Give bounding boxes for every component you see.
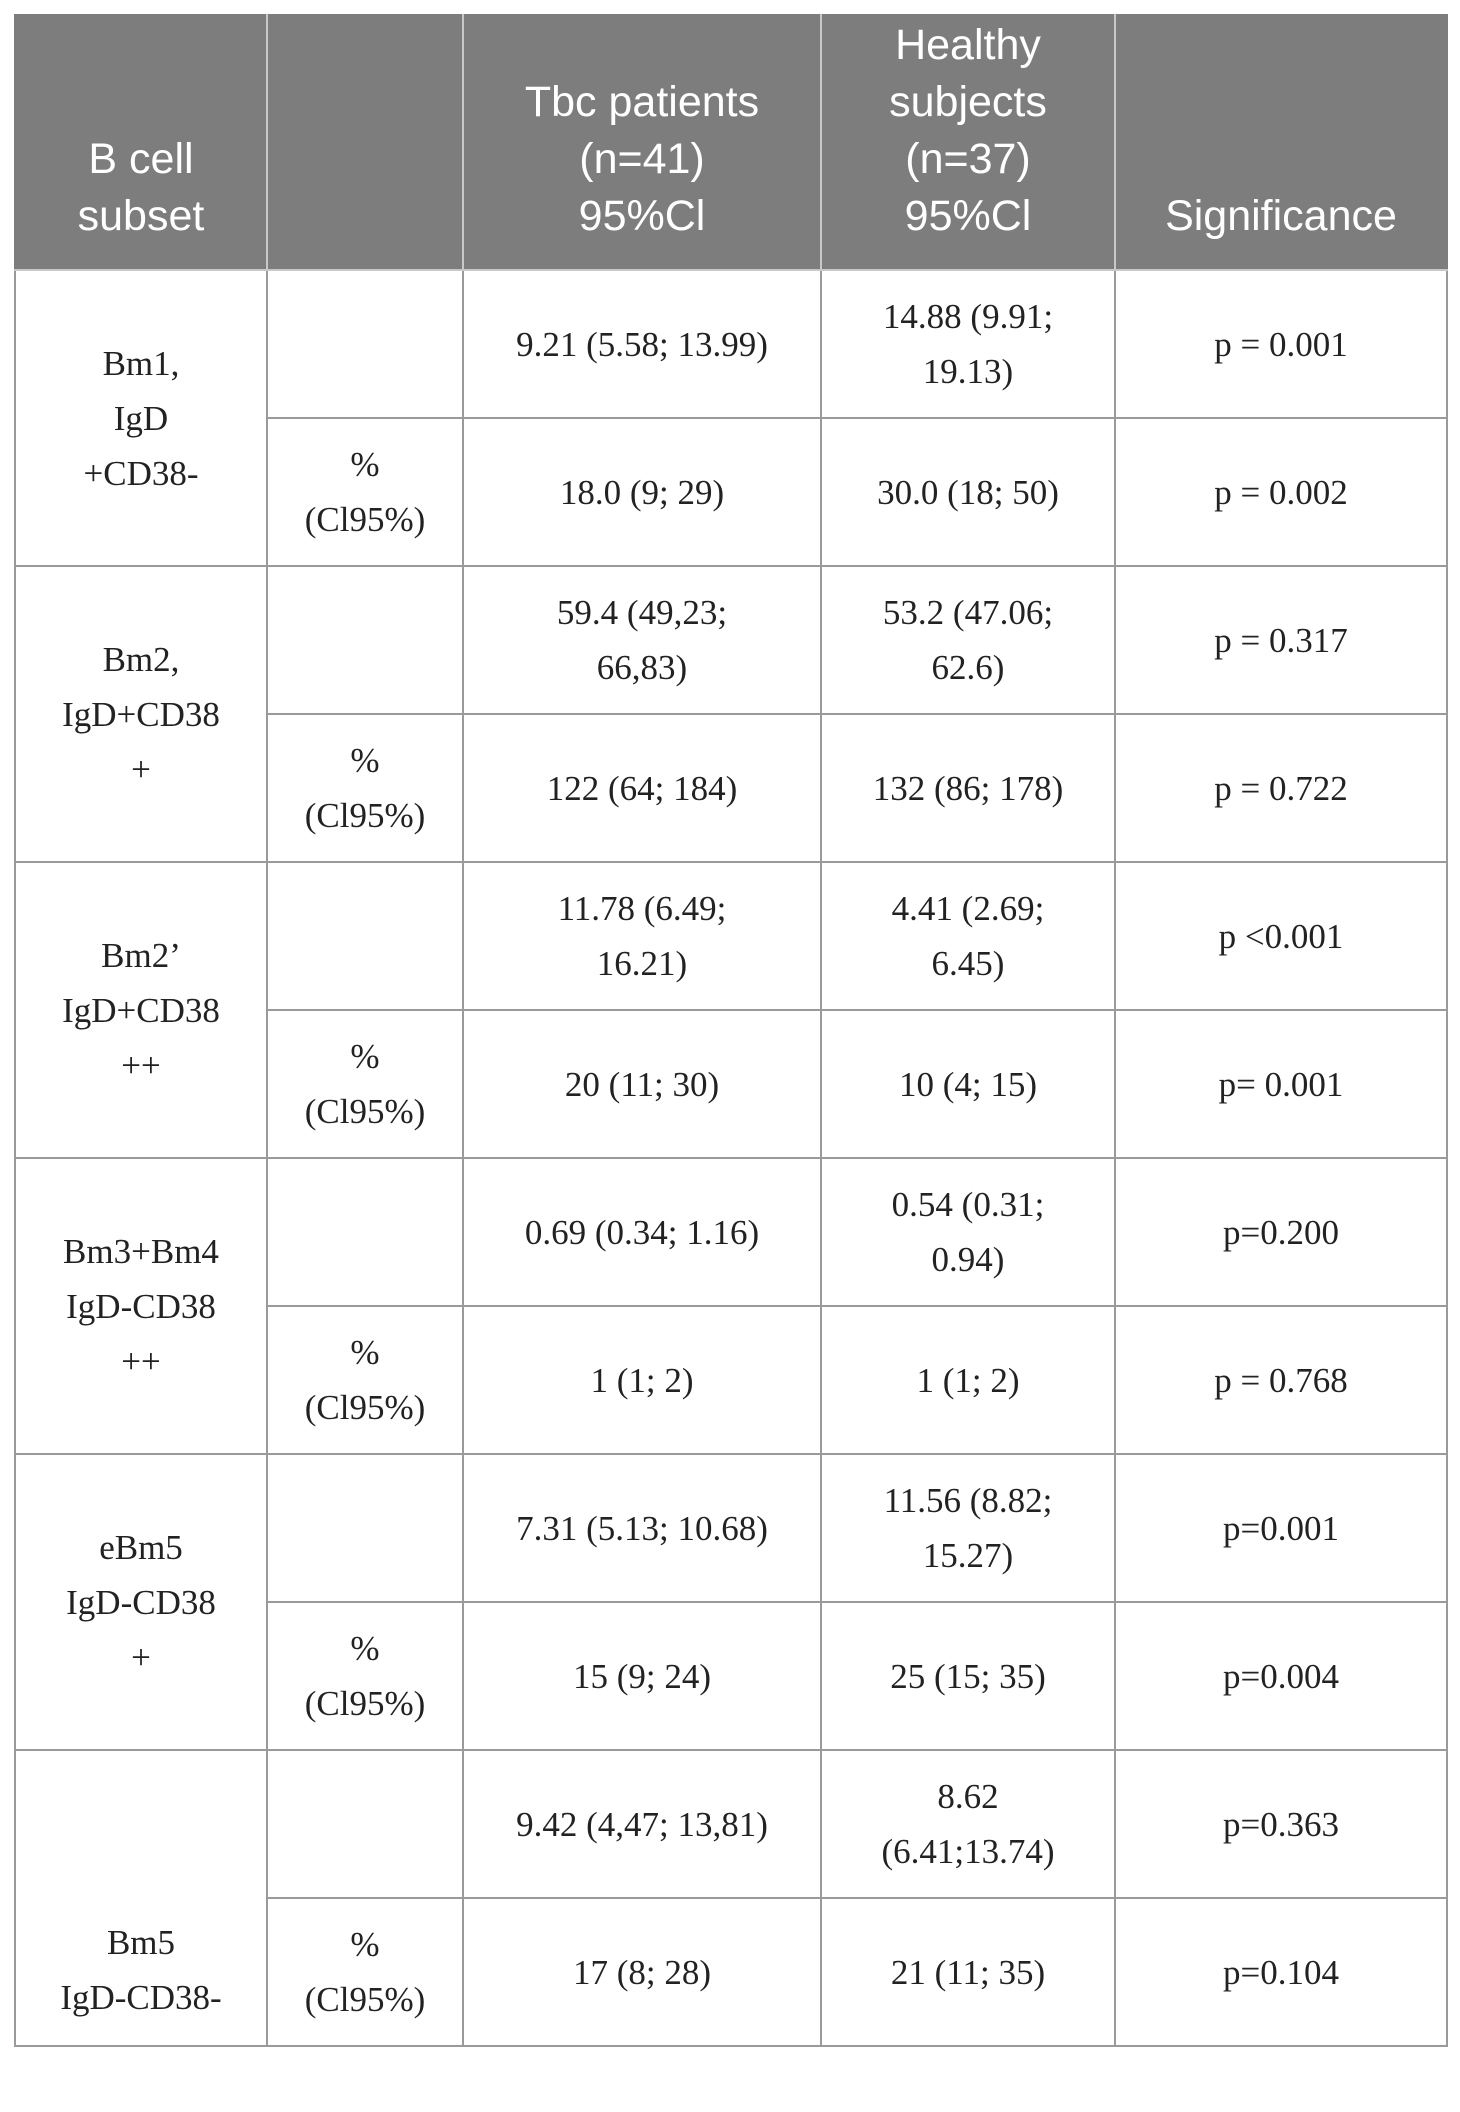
cell-unit (267, 1010, 463, 1158)
header-significance (1115, 15, 1447, 270)
cell-healthy-subjects (821, 1750, 1115, 1898)
cell-tbc-patients (463, 1602, 821, 1750)
healthy-value-line: 1 (1; 2) (916, 1360, 1020, 1400)
subset-text-line: IgD+CD38 (62, 990, 220, 1030)
cell-tbc-patients (463, 1158, 821, 1306)
subset-text-line: +CD38- (83, 453, 199, 493)
cell-tbc-patients (463, 714, 821, 862)
cell-significance: p=0.001 (1115, 1454, 1447, 1602)
header-tbc-patients (463, 15, 821, 270)
cell-significance: p= 0.001 (1115, 1010, 1447, 1158)
tbc-value-line: 59.4 (49,23; (556, 593, 728, 632)
cell-healthy-subjects (821, 1602, 1115, 1750)
cell-unit (267, 714, 463, 862)
tbc-value-line: 16.21) (596, 944, 688, 983)
cell-unit (267, 1306, 463, 1454)
cell-unit (267, 862, 463, 1010)
cell-healthy-subjects (821, 1158, 1115, 1306)
cell-significance: p = 0.002 (1115, 418, 1447, 566)
cell-tbc-patients (463, 1750, 821, 1898)
subset-text-line: Bm1, (102, 343, 180, 383)
healthy-value-line: 19.13) (922, 352, 1014, 391)
cell-tbc-patients (463, 1306, 821, 1454)
cell-tbc-patients (463, 418, 821, 566)
tbc-value-line: 11.78 (6.49; (557, 889, 727, 928)
healthy-value-line: 15.27) (922, 1536, 1014, 1575)
cell-healthy-subjects (821, 862, 1115, 1010)
cell-healthy-subjects (821, 1898, 1115, 2046)
tbc-value-line: 9.21 (5.58; 13.99) (516, 324, 768, 364)
healthy-value-line: 132 (86; 178) (872, 768, 1064, 808)
tbc-value-line: 122 (64; 184) (546, 768, 738, 808)
cell-healthy-subjects (821, 714, 1115, 862)
cell-significance: p = 0.001 (1115, 270, 1447, 418)
subset-text-line: IgD+CD38 (62, 694, 220, 734)
cell-unit (267, 566, 463, 714)
subset-text-line: ++ (121, 1341, 161, 1381)
cell-b-cell-subset (15, 270, 267, 566)
cell-b-cell-subset (15, 1454, 267, 1750)
cell-tbc-patients (463, 1454, 821, 1602)
subset-text-line: Bm3+Bm4 (63, 1231, 219, 1271)
tbc-value-line: 20 (11; 30) (564, 1064, 720, 1104)
subset-text-line: Bm5 (106, 1923, 176, 1962)
healthy-value-line: (6.41;13.74) (881, 1832, 1055, 1871)
healthy-value-line: 0.54 (0.31; (891, 1185, 1045, 1224)
tbc-value-line: 0.69 (0.34; 1.16) (524, 1212, 760, 1252)
unit-text-line: (Cl95%) (304, 1092, 426, 1131)
unit-text-line: (Cl95%) (304, 1980, 426, 2019)
healthy-value-line: 6.45) (931, 944, 1005, 983)
cell-healthy-subjects (821, 270, 1115, 418)
subset-text-line: + (131, 749, 151, 789)
unit-text-line: (Cl95%) (304, 500, 426, 539)
cell-healthy-subjects (821, 1010, 1115, 1158)
cell-significance: p=0.104 (1115, 1898, 1447, 2046)
healthy-value-line: 8.62 (937, 1777, 999, 1816)
subset-text-line: + (131, 1637, 151, 1677)
subset-text-line: IgD-CD38 (66, 1286, 216, 1326)
tbc-value-line: 18.0 (9; 29) (559, 472, 725, 512)
unit-text-line: % (350, 1333, 380, 1372)
cell-unit (267, 418, 463, 566)
header-text-line: Tbc patients (524, 78, 760, 126)
b-cell-subset-table (14, 14, 1448, 2047)
subset-text-line: IgD-CD38 (66, 1582, 216, 1622)
healthy-value-line: 25 (15; 35) (890, 1656, 1046, 1696)
healthy-value-line: 10 (4; 15) (898, 1064, 1038, 1104)
healthy-value-line: 53.2 (47.06; (882, 593, 1054, 632)
table-row (15, 862, 1447, 1010)
unit-text-line: (Cl95%) (304, 796, 426, 835)
cell-b-cell-subset (15, 862, 267, 1158)
cell-b-cell-subset (15, 566, 267, 862)
tbc-value-line: 1 (1; 2) (590, 1360, 694, 1400)
cell-significance: p = 0.317 (1115, 566, 1447, 714)
header-healthy-subjects (821, 15, 1115, 270)
cell-significance: p=0.200 (1115, 1158, 1447, 1306)
unit-text-line: % (350, 741, 380, 780)
healthy-value-line: 0.94) (931, 1240, 1005, 1279)
unit-text-line: % (350, 1629, 380, 1668)
table-row (15, 1454, 1447, 1602)
healthy-value-line: 30.0 (18; 50) (877, 472, 1059, 512)
header-text-line: (n=41) (579, 135, 705, 183)
cell-significance: p=0.004 (1115, 1602, 1447, 1750)
cell-unit (267, 1158, 463, 1306)
cell-b-cell-subset (15, 1158, 267, 1454)
header-text-line: subjects (889, 78, 1047, 126)
subset-text-line: IgD-CD38- (60, 1978, 222, 2017)
subset-text-line: Bm2’ (101, 935, 181, 975)
cell-significance: p=0.363 (1115, 1750, 1447, 1898)
unit-text-line: % (350, 1037, 380, 1076)
cell-b-cell-subset (15, 1750, 267, 2046)
subset-text-line: ++ (121, 1045, 161, 1085)
header-unit (267, 15, 463, 270)
tbc-value-line: 7.31 (5.13; 10.68) (516, 1508, 768, 1548)
cell-significance: p = 0.768 (1115, 1306, 1447, 1454)
cell-tbc-patients (463, 1010, 821, 1158)
header-text-line: Healthy (895, 21, 1041, 69)
subset-text-line: Bm2, (102, 639, 180, 679)
table-row (15, 1158, 1447, 1306)
unit-text-line: (Cl95%) (304, 1684, 426, 1723)
header-text-line: Significance (1165, 192, 1397, 240)
subset-text-line: eBm5 (99, 1527, 183, 1567)
header-text-line: 95%Cl (578, 192, 706, 240)
cell-unit (267, 1602, 463, 1750)
cell-unit (267, 1750, 463, 1898)
table-row (15, 566, 1447, 714)
cell-significance: p <0.001 (1115, 862, 1447, 1010)
cell-tbc-patients (463, 862, 821, 1010)
table-row (15, 270, 1447, 418)
healthy-value-line: 21 (11; 35) (890, 1952, 1046, 1992)
healthy-value-line: 11.56 (8.82; (883, 1481, 1053, 1520)
cell-unit (267, 270, 463, 418)
cell-healthy-subjects (821, 418, 1115, 566)
header-text-line: 95%Cl (904, 192, 1032, 240)
tbc-value-line: 17 (8; 28) (572, 1952, 712, 1992)
cell-significance: p = 0.722 (1115, 714, 1447, 862)
header-row (15, 15, 1447, 270)
cell-healthy-subjects (821, 1306, 1115, 1454)
unit-text-line: % (350, 445, 380, 484)
cell-healthy-subjects (821, 566, 1115, 714)
header-b-cell-subset (15, 15, 267, 270)
table-body (15, 270, 1447, 2046)
tbc-value-line: 9.42 (4,47; 13,81) (516, 1804, 768, 1844)
healthy-value-line: 14.88 (9.91; (882, 297, 1054, 336)
healthy-value-line: 62.6) (931, 648, 1005, 687)
header-text-line: B cell (88, 135, 194, 183)
cell-tbc-patients (463, 270, 821, 418)
unit-text-line: (Cl95%) (304, 1388, 426, 1427)
header-text-line: (n=37) (905, 135, 1031, 183)
cell-healthy-subjects (821, 1454, 1115, 1602)
table-row (15, 1750, 1447, 1898)
tbc-value-line: 66,83) (596, 648, 688, 687)
unit-text-line: % (350, 1925, 380, 1964)
table-container (14, 14, 1446, 2047)
cell-unit (267, 1898, 463, 2046)
cell-tbc-patients (463, 1898, 821, 2046)
tbc-value-line: 15 (9; 24) (572, 1656, 712, 1696)
cell-tbc-patients (463, 566, 821, 714)
cell-unit (267, 1454, 463, 1602)
table-header (15, 15, 1447, 270)
header-text-line: subset (77, 192, 205, 240)
healthy-value-line: 4.41 (2.69; (891, 889, 1045, 928)
subset-text-line: IgD (113, 398, 169, 438)
